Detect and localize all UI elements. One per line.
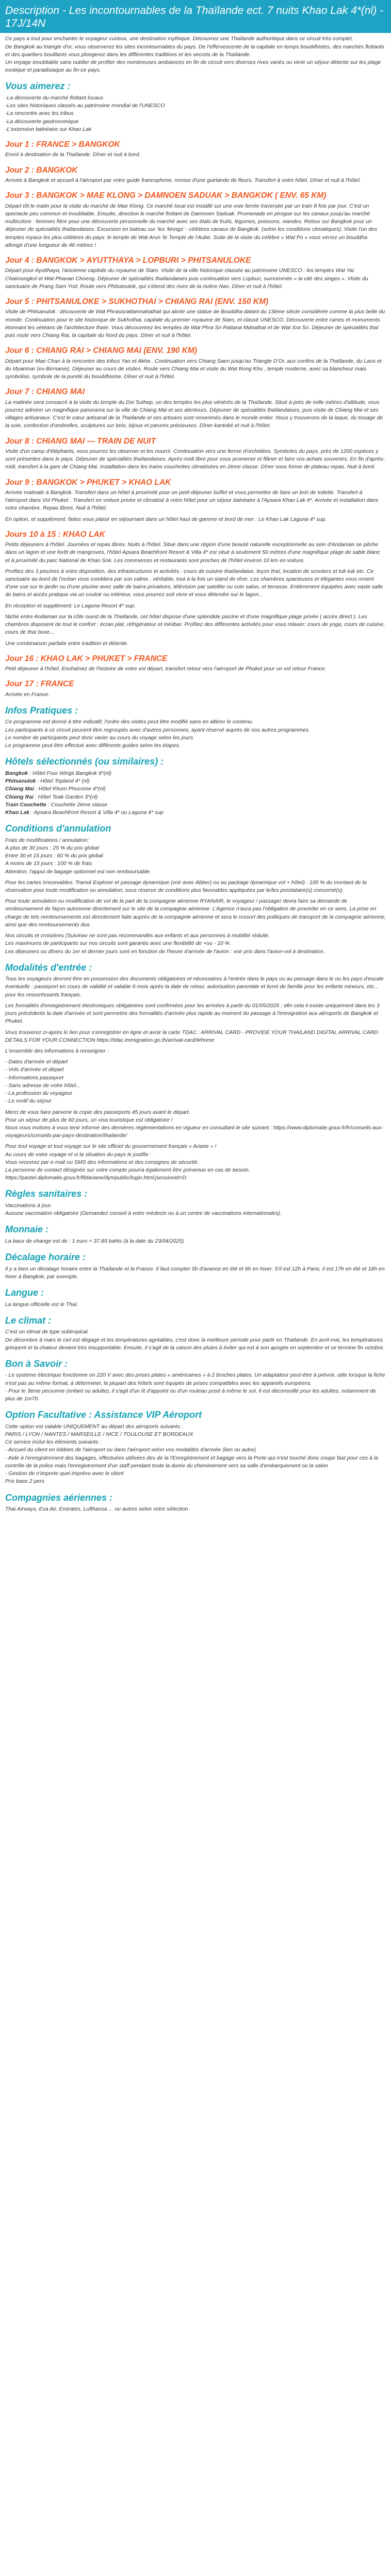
day-description: Arrivée en France. [5,691,50,698]
day-heading: Jour 17 : FRANCE [5,680,74,689]
day-heading: Jour 6 : CHIANG RAI > CHIANG MAI (ENV. 190 KM) [5,346,197,355]
itinerary [5,140,386,699]
infos-pratiques-heading: Infos Pratiques : [5,705,78,716]
sanitaires-text [5,1202,386,1217]
modalite-line: Au cours de votre voyage et si la situation du pays le justifie : [5,1151,152,1158]
hotel-line [5,801,386,809]
info-line: Le nombre de participants peut donc varier au cours du voyage selon les jours. [5,734,195,741]
climat-text [5,1328,386,1352]
highlight-item: -Les sites historiques classés au patrimoine mondial de l'UNESCO [5,103,165,109]
day-description: Petit déjeuner à l'hôtel. Enchaînez de l'histoire de votre vol départ, transfert retour vers l'aéroport de Phuket pour un vol retour France. [5,666,327,672]
day-description: Petits déjeuners à l'hôtel. Journées et repas libres. Nuits à l'hôtel. Situé dans une région d'une beauté naturelle exceptionnelle au sein d'Andaman se pêche dans un lagon et une forêt de mangroves, l'hôtel Apsara Beachfront Resort & Villa 4* est situé à seulement 50 mètres d'une magnifique plage de sable blanc et à proximité du parc National de Khao Sok. Les commerces et restaurants sont proches de l'hôtel environ 10 km en voiture. [5,541,380,564]
modalite-line: Merci de vous faire parvenir la copie des passeports 45 jours avant le départ. [5,1109,190,1115]
hotel-line [5,770,386,777]
modalite-line: - La profession du voyageur [5,1090,73,1097]
modalite-line: Pour tout voyage et tout voyage sur le site officiel du gouvernement français « Ariane » ! [5,1143,217,1150]
day-heading: Jour 2 : BANGKOK [5,165,78,175]
day-description: La matinée sera consacré à la visite du temple du Doi Suthep, un des temples les plus vénérés de la Thaïlande. Situé à près de mille mètres d'altitude, vous pourrez admirer un magnifique panorama sur la ville de Chiang Mai et ses alentours. Déjeuner de spécialités thaïlandaises, puis visite de Chiang Mai et ses villages artisanaux. C'est le cœur artisanal de la Thaïlande et ses artisans sont renommés dans le monde entier. Nous y trouverons de la laque, du tissage de la soie, confection d'ombrelles, sculptures sur bois, bijoux et parures précieuses. Dîner kantoké et nuit à l'hôtel. [5,399,383,429]
day-description: Départ pour Mae Chan à la rencontre des tribus Yao et Akha . Continuation vers Chiang Saen jusqu'au Triangle D'Or, aux confins de la Thaïlande, du Laos et du Myanmar (ex-Birmanie). Déjeuner au cours de visites. Route vers Chiang Mai et visite du Wat Rong Khu , temple moderne, avec sa blancheur mais symbolise, symbole de la pureté du bouddhisme. Dîner et nuit à l'hôtel. [5,358,382,380]
condition-line: Nos circuits et croisières (Suivinav ne sont pas recommandés aux enfants et aux personnes à mobilité réduite. [5,933,270,939]
hotels-heading: Hôtels sélectionnés (ou similaires) : [5,756,164,767]
condition-line: A moins de 15 jours : 100 % de frais [5,860,92,867]
hotel-separator: : [36,778,41,785]
main-content [0,33,391,1520]
hotel-name: Hôtel Topland 4* (nl) [40,778,90,785]
compagnies-line: Thai Airways, Eva Air, Emirates, Lufthansa ... ou autres selon votre sélection [5,1506,188,1513]
hotel-name: Hôtel Khum Phucome 4*(nl) [38,786,106,792]
option-line: - Aide à l'enregistrement des bagages, effectuées utilisées des de la l'Enregistrement et bagage vers la Porte qui n'est touché donc coupe fast pour ces à la contrôle de la police mais l'enregistrement d'un staff pendant toute la durée du cheminement vers sa salle d'embarquement ou la salon [5,1454,378,1469]
hotel-separator: : [33,793,38,800]
condition-line: Les maximums de participants sur nos circuits sont garantis avec une flexibilité de +ou - 10 %. [5,940,232,947]
option-line: - Accueil du client en lobbies de l'aéroport ou dans l'aéroport selon vos modalités d'arrivée (lien ou autre) [5,1447,256,1453]
day-description: Niché entre Andaman sur la côte ouest de la Thaïlande, cet hôtel dispose d'une splendide piscine et d'une magnifique plage privée ( accès direct ). Les chambres disposent de tout le confort : écran plat, réfrigérateur et minibar. Profitez des différentes activités pour vous relaxer: cours de yoga, cours de cuisine, cours de thaï boxe... [5,613,385,636]
condition-line: Pour toute annulation ou modification de vol de la part de la compagnie aérienne RYANAIR, le voyageur / passager devra faire sa demande de remboursement de façon autonome directement sur le site de la compagnie aérienne. L'Agence n'aura pas l'obligation de procéder en ce sens. La prise en charge de tels remboursements est directement faite auprès de la compagnie aérienne et sera le ressort des politiques de transport de la compagnie aérienne, ainsi que des remboursements dus. [5,898,386,928]
condition-line: Les déjeuners ou dîners du 1er et dernier jours sont en fonction de l'heure d'arrivée de l'avion : voir prix dans l'avion-vol à destination. [5,948,325,955]
compagnies-heading: Compagnies aériennes : [5,1492,113,1503]
intro [5,35,386,74]
monnaie-text [5,1238,386,1245]
option-line: Cette option est valable UNIQUEMENT au départ des aéroports suivants : [5,1423,183,1430]
day-description: Arrivée à Bangkok et accueil à l'aéroport par votre guide francophone, remise d'une guirlande de fleurs. Transfert à votre hôtel. Dîner et nuit à l'hôtel. [5,177,361,184]
day-heading: Jours 10 à 15 : KHAO LAK [5,530,105,539]
day-heading: Jour 7 : CHIANG MAI [5,387,85,397]
day-heading: Jour 8 : CHIANG MAI — TRAIN DE NUIT [5,436,156,446]
modalites-heading: Modalités d'entrée : [5,962,92,973]
day-description: Une combinaison parfaite entre tradition et détente. [5,640,128,647]
day-description: Départ tôt le matin pour la visite du marché de Mae Klong. Ce marché local est installé sur une voie ferrée traversée par un train 8 fois par jour. C'est un spectacle peu commun et inoubliable. Ensuite, direction le marché flottant de Damnoen Saduak. Promenade en pirogue sur les canaux jusqu'au marché multicolore : femmes fière pour une découverte personnelle du marché avec ses étals de fruits, légumes, poissons, viandes. Retour sur Bangkok pour un déjeuner de spécialités thaïlandaises. Excursion en bateau sur 'les 'klongs' - célèbres canaux de Bangkok. (selon les conditions climatiques). Visite l'un des temples royaux les plus célèbres du pays: le temple de Wat Arun 'le Temple de l'Aube. Suite de la visite du célèbre « Wat Po » vous verrez un bouddha allongé d'une longueur de 46 mètres ! [5,202,378,248]
condition-line: Pour les cartes Irrecevables: Transit Explorer et passage dynamique (voir avec Abber) ou au package dynamique vol + hôtel) : 100 % du montant de la réservation pour toute modification ou annulation, sous réserve de conditions plus favorables appliquées par le/les prestataire(s) concerné(s). [5,879,367,893]
highlight-item: -La découverte gastronomique [5,118,79,125]
climat-line: C'est un climat de type subtropical. [5,1329,89,1335]
sanitaires-heading: Règles sanitaires : [5,1189,88,1199]
option-heading: Option Facultative : Assistance VIP Aéroport [5,1410,202,1420]
intro-paragraph: Un voyage inoubliable sans oublier de profiter des nombreuses ambiances en fin de circuit vers diverses rives variés ou venir un séjour détente sur les plage exotique et paradisiaque au fin-ce pays. [5,59,381,74]
hotel-separator: : [46,801,51,808]
modalite-line: Vous trouverez ci-après le lien pour s'enregistrer en ligne et avoir la carte TDAC : ARRIVAL CARD - PROVIDE YOUR THAILAND DIGITAL ARRIVAL CARD DETAILS FOR YOUR CONNECTION https://tdac.immigration.go.th/arrival-card/#/home [5,1029,378,1043]
intro-paragraph: De Bangkok au triangle d'or, vous observerez les sites incontournables du pays. De l'effervescente de la capitale en temps bouddhistes, des marchés flottants et des quartiers bouillants vous plongerez dans les différentes traditions et les secrets de la Thaïlande. [5,43,384,58]
bon-a-savoir-heading: Bon à Savoir : [5,1358,68,1369]
hotel-separator: : [28,770,33,776]
sanitaire-line: Vaccinations à jour. [5,1202,52,1209]
langue-heading: Langue : [5,1287,44,1298]
info-line: Les participants à ce circuit peuvent être regroupés avec d'autres personnes, ayant réservé auprès de nos autres programmes. [5,726,310,733]
hotel-separator: : [34,786,39,792]
modalite-line: - Informations passeport [5,1074,64,1081]
modalite-line: La personne de contact désignée sur votre compte pourra également être prévenue en cas de besoin. [5,1167,250,1174]
day-description: Visite de Phitsanulok : découverte de Wat Phrasisrattanmahathat qui abrite une statue de Bouddha datant du 13ème siècle considérée comme la plus belle du monde. Continuation pour le site historique de Sukhothai, capitale du premier royaume de Siam, et classé UNESCO. Découverte entre ruines et monuments étonnant les vétéans de l'architecture thaïe. Vous découvrirez les temples de Wat Phra Sri Rattana Mahathat et de Wat Sra Sri. Déjeuner de spécialités thaï puis route vers Chiang Rai, la capitale du Nord du pays. Dîner et nuit à l'hôtel. [5,309,385,338]
info-line: Ce programme est donné à titre indicatif, l'ordre des visites peut être modifié sans en altérer le contenu. [5,719,254,725]
langue-line: La langue officielle est le Thaï. [5,1301,78,1308]
bon-a-savoir-line: - Le système électrique fonctionne en 220 V avec des prises plates « américaines » à 2 broches plates. Un adaptateur peut-être à prévoir, utile lorsque la fiche n'est pas au même format, à déterminer, la plupart des hôtels sont équipés de prises compatibles avec les appareils européens. [5,1372,385,1386]
hotel-city: Khao Lak [5,809,30,816]
modalite-line: - Vols d'arrivée et départ [5,1066,64,1073]
hotels-list [5,770,386,817]
hotel-city: Chiang Mai [5,786,35,792]
day-heading: Jour 9 : BANGKOK > PHUKET > KHAO LAK [5,478,171,487]
hotel-line [5,777,386,785]
intro-paragraph: Ce pays a tout pour enchanter le voyageur curieux, une destination mythique. Découvrez une Thaïlande authentique dans ce circuit très complet. [5,36,353,42]
hotel-line [5,809,386,817]
modalite-line: Les formalités d'enregistrement électroniques obligatoires sont confirmées pour les arrivées à partir du 01/05/2025 ; afin cela il existe uniquement dans les 3 jours précédents la date d'arrivée et sont permettre des formalités d'arrivée plus rapide au moment du passage à l'immigration aux aéroports de Bangkok et Phuket. [5,1002,380,1025]
day-heading: Jour 16 : KHAO LAK > PHUKET > FRANCE [5,654,168,663]
decalage-heading: Décalage horaire : [5,1252,86,1263]
modalite-line: - Sans adresse de votre hôtel... [5,1082,80,1089]
day-heading: Jour 3 : BANGKOK > MAE KLONG > DAMNOEN SADUAK > BANGKOK ( ENV. 65 KM) [5,191,327,200]
decalage-line: Il y a bien un décalage horaire entre la Thaïlande et la France. Il faut compter 5h d'avance en été et 6h en hiver. S'il est 12h à Paris, il est 17h en été et 18h en hiver à Bangkok, par exemple. [5,1265,385,1280]
day-description: En réception et supplément: Le Laguna Resort 4* sup. [5,602,136,609]
option-line: - Gestion de n'importe quel imprévu avec le client [5,1470,124,1477]
option-line: Prix base 2 pers [5,1478,44,1485]
modalite-line: Nous vous invitons à vous tenir informé des dernières réglementations en vigueur en consultant le site suivant : https://www.diplomatie.gouv.fr/fr/conseils-aux-voyageurs/conseils-par-pays-destination/thailande/ [5,1124,383,1139]
day-heading: Jour 4 : BANGKOK > AYUTTHAYA > LOPBURI > PHITSANULOKE [5,256,251,265]
decalage-text [5,1265,386,1281]
hotel-city: Train Couchette [5,801,46,808]
day-heading: Jour 1 : FRANCE > BANGKOK [5,140,120,149]
modalite-line: Vous recevrez par e-mail ou SMS des informations et des consignes de sécurité. [5,1159,199,1165]
sanitaire-line: Aucune vaccination obligatoire (Demandez conseil à votre médecin ou à un centre de vaccinations internationales). [5,1210,282,1217]
day-description: Arrivée matinale à Bangkok. Transfert dans un hôtel à proximité pour un petit-déjeuner buffet et vous permettre de faire un brin de toilette. Transfert à l'aéroport dans Vol Phuket . Transfert en voiture privée et climatisé à votre hôtel pour un séjour balnéaire à l'Apsara Khao Lak 4*. Arrivée et installation dans votre chambre. Repas libres. Nuit à l'hôtel. [5,489,379,512]
monnaie-heading: Monnaie : [5,1224,48,1235]
highlight-item: -L'extension balnéaire sur Khao Lak [5,126,92,132]
vous-aimerez-list [5,94,386,133]
langue-text [5,1301,386,1309]
day-description: Profitez des 3 piscines à votre disposition, des infrastructures et activités : cours de cuisine thaïlandaise, leçon thaï, location de scooters et tuk-tuk etc. Ce sanctuaire au bord de l'océan vous comblera par son calme , véritable, tout à la fois un stand de rêve. Les chambres spacieuses et élégantes vous ornent d'une vue sur le jardin ou d'une piscine avec salle de bains privatives, télévision par satellite ou coin salon, et terrasse. Entièrement équipées avec vaste salle de bains et accès pratique via un couloir ou intérieur, vous pourrez soit vivre et vous détendre sur le lagon... [5,568,383,598]
day-description: Visite d'un camp d'éléphants, vous pourrez les observer et les nourrir. Continuation vers une ferme d'orchidées. Symboles du pays, près de 1200 espèces y sont présentes dans le pays. Déjeuner de spécialités thaïlandaises. Après-midi libre pour vous promener et flâner et faire vos achats souvenirs. En fin d'après-midi, transfert à la gare de Chiang Mai. Installation dans les trains couchettes climatisées en 2ème classe. Dîner sous forme de plateau repas. Nuit à bord. [5,448,385,470]
modalite-line: - Dates d'arrivée et départ [5,1059,68,1065]
bon-a-savoir-text [5,1371,386,1403]
hotel-name: Hôtel Four Wings Bangkok 4*(nl) [32,770,111,776]
highlight-item: -La rencontre avec les tribus [5,110,74,117]
day-heading: Jour 5 : PHITSANULOKE > SUKHOTHAI > CHIANG RAI (ENV. 150 KM) [5,297,269,306]
climat-line: De décembre à mars le ciel est dégagé et les températures agréables, c'est donc la meilleure période pour partir en Thaïlande. En avril-mai, les températures grimpent et la chaleur devient très insupportable. Ensuite, il s'agit de la saison des pluies à éviter qui est à son apogée en septembre et se termine fin octobre. [5,1336,385,1351]
modalite-line: L'ensemble des informations à renseigner : [5,1047,109,1054]
modalite-line: Pour un séjour de plus de 60 jours, un visa touristique est obligatoire ! [5,1116,173,1123]
hotel-separator: : [29,809,34,816]
condition-line: Frais de modifications / annulation: [5,837,89,843]
hotel-city: Phitsanulok [5,778,36,785]
hotel-city: Chiang Rai [5,793,34,800]
condition-line: Entre 30 et 15 jours : 60 % du prix global [5,853,103,859]
hotel-name: Couchette 2ème classe [51,801,108,808]
conditions-heading: Conditions d'annulation [5,823,111,834]
day-description: En option, et supplément: faites vous plaisir en séjournant dans un hôtel haut de gamme et bord de mer : Le Khao Lak Laguna 4* sup. [5,516,327,522]
modalite-line: - Le motif du séjour [5,1098,52,1105]
hotel-name: Hôtel Teak Garden 3*(nl) [38,793,98,800]
infos-pratiques [5,718,386,750]
hotel-city: Bangkok [5,770,28,776]
day-description: Envol à destination de la Thaïlande. Dîner et nuit à bord. [5,151,141,158]
hotel-line [5,793,386,801]
info-line: Le programme peut être effectué avec différents guides selon les étapes. [5,742,181,749]
conditions-text [5,837,386,956]
condition-line: Attention, l'appui de bagage optionnel est non remboursable. [5,868,151,875]
compagnies-text [5,1505,386,1513]
day-description: Départ pour Ayutthaya, l'ancienne capitale du royaume de Siam. Visite de la ville historique classée au patrimoine UNESCO : les temples Wat Yai Chaimongkol et Wat Phanan Choeng. Déjeuner de spécialités thaïlandaises puis continuation vers Lopburi, surnommée « la cité des singes ». Visite du sanctuaire de Prang Sam Yod. Route vers Phitsanulok, qui s'étend des rives de la rivière Nan. Dîner et nuit à l'hôtel. [5,267,368,290]
climat-heading: Le climat : [5,1315,52,1326]
modalite-line: https://pastel.diplomatie.gouv.fr/fildariane/dyn/public/login.html;jsessionid=D [5,1175,186,1181]
modalite-line: Tous les voyageurs devront être en possession des documents obligatoires et nécessaires à l'entrée dans le pays ou au passage dans le ou les pays d'escale éventuelle : passeport en cours de validité et valable 6 mois après la date de retour, autorisation parentale et livret de famille pour les enfants mineurs, etc... pour les ressortissants français. [5,976,384,998]
option-line: PARIS / LYON / NANTES / MARSEILLE / NICE / TOULOUSE ET BORDEAUX [5,1431,193,1438]
page-title: Description - Les incontournables de la Thaïlande ect. 7 nuits Khao Lak 4*(nl) - 17J/14N [0,0,391,33]
highlight-item: -La découverte du marché flottant locaux [5,94,104,101]
vous-aimerez-heading: Vous aimerez : [5,81,71,92]
option-text [5,1423,386,1486]
hotel-line [5,785,386,793]
modalites-text [5,975,386,1182]
monnaie-line: La baux de change est de : 1 euro = 37.89 bahts (à la date du 23/04/2025) [5,1238,184,1244]
condition-line: A plus de 30 jours : 25 % du prix global [5,844,99,851]
hotel-name: Apsara Beachfront Resort & Villa 4* ou Laguna 4* sup [34,809,164,816]
bon-a-savoir-line: - Pour le 3ème personne (enfant ou adulte), il s'agit d'un lit d'appoint ou d'un rouleau posé à même le sol. Il est déconseillé pour les adultes, notamment de plus de 1m70. [5,1387,376,1402]
option-line: Ce service inclut les éléments suivants : [5,1439,102,1446]
